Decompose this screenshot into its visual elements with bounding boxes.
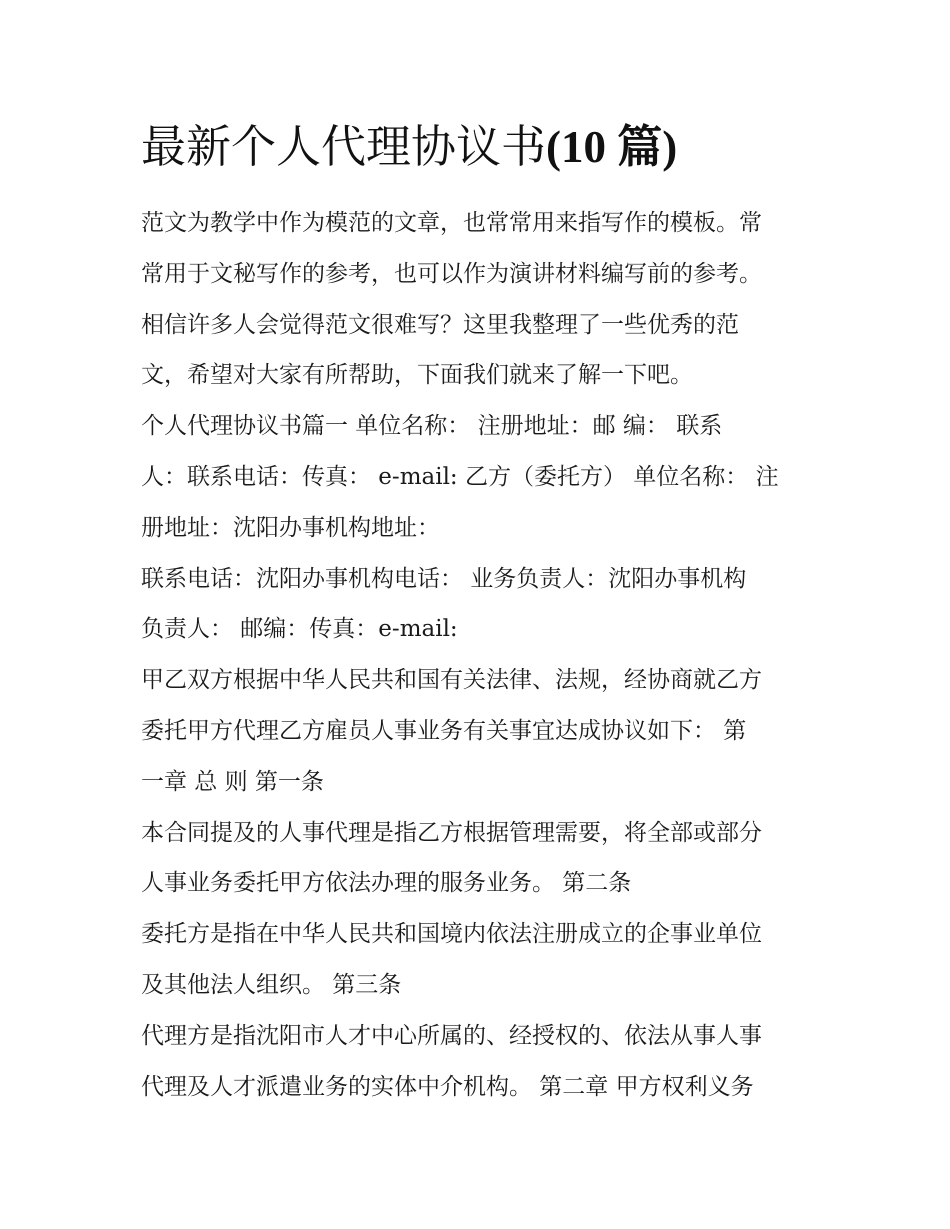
text-line: 委托方是指在中华人民共和国境内依法注册成立的企事业单位 — [141, 921, 762, 948]
text-line: 常用于文秘写作的参考，也可以作为演讲材料编写前的参考。 — [141, 260, 762, 287]
text-line: 册地址：沈阳办事机构地址： — [141, 514, 440, 541]
title-count: (10 篇) — [546, 122, 678, 172]
text-line: 文，希望对大家有所帮助，下面我们就来了解一下吧。 — [141, 362, 693, 389]
text-line: 代理及人才派遣业务的实体中介机构。 第二章 甲方权利义务 — [141, 1073, 754, 1100]
text-line: 相信许多人会觉得范文很难写？这里我整理了一些优秀的范 — [141, 311, 739, 338]
text-line: 本合同提及的人事代理是指乙方根据管理需要，将全部或部分 — [141, 819, 762, 846]
title-main: 最新个人代理协议书 — [141, 120, 547, 173]
document-body — [141, 198, 816, 1112]
document-title — [141, 116, 677, 178]
text-line: 负责人： 邮编：传真：e-mail: — [141, 616, 458, 643]
text-line: 代理方是指沈阳市人才中心所属的、经授权的、依法从事人事 — [141, 1022, 762, 1049]
text-line: 一章 总 则 第一条 — [141, 768, 324, 795]
text-line: 人：联系电话：传真： e-mail: 乙方（委托方） 单位名称： 注 — [141, 463, 779, 490]
text-line: 个人代理协议书篇一 单位名称： 注册地址：邮 编： 联系 — [141, 413, 723, 440]
text-line: 及其他法人组织。 第三条 — [141, 971, 402, 998]
text-line: 委托甲方代理乙方雇员人事业务有关事宜达成协议如下： 第 — [141, 717, 747, 744]
text-line: 范文为教学中作为模范的文章，也常常用来指写作的模板。常 — [141, 210, 762, 236]
text-line: 甲乙双方根据中华人民共和国有关法律、法规，经协商就乙方 — [141, 667, 762, 694]
text-line: 人事业务委托甲方依法办理的服务业务。 第二条 — [141, 870, 632, 897]
text-line: 联系电话：沈阳办事机构电话： 业务负责人：沈阳办事机构 — [141, 565, 747, 592]
